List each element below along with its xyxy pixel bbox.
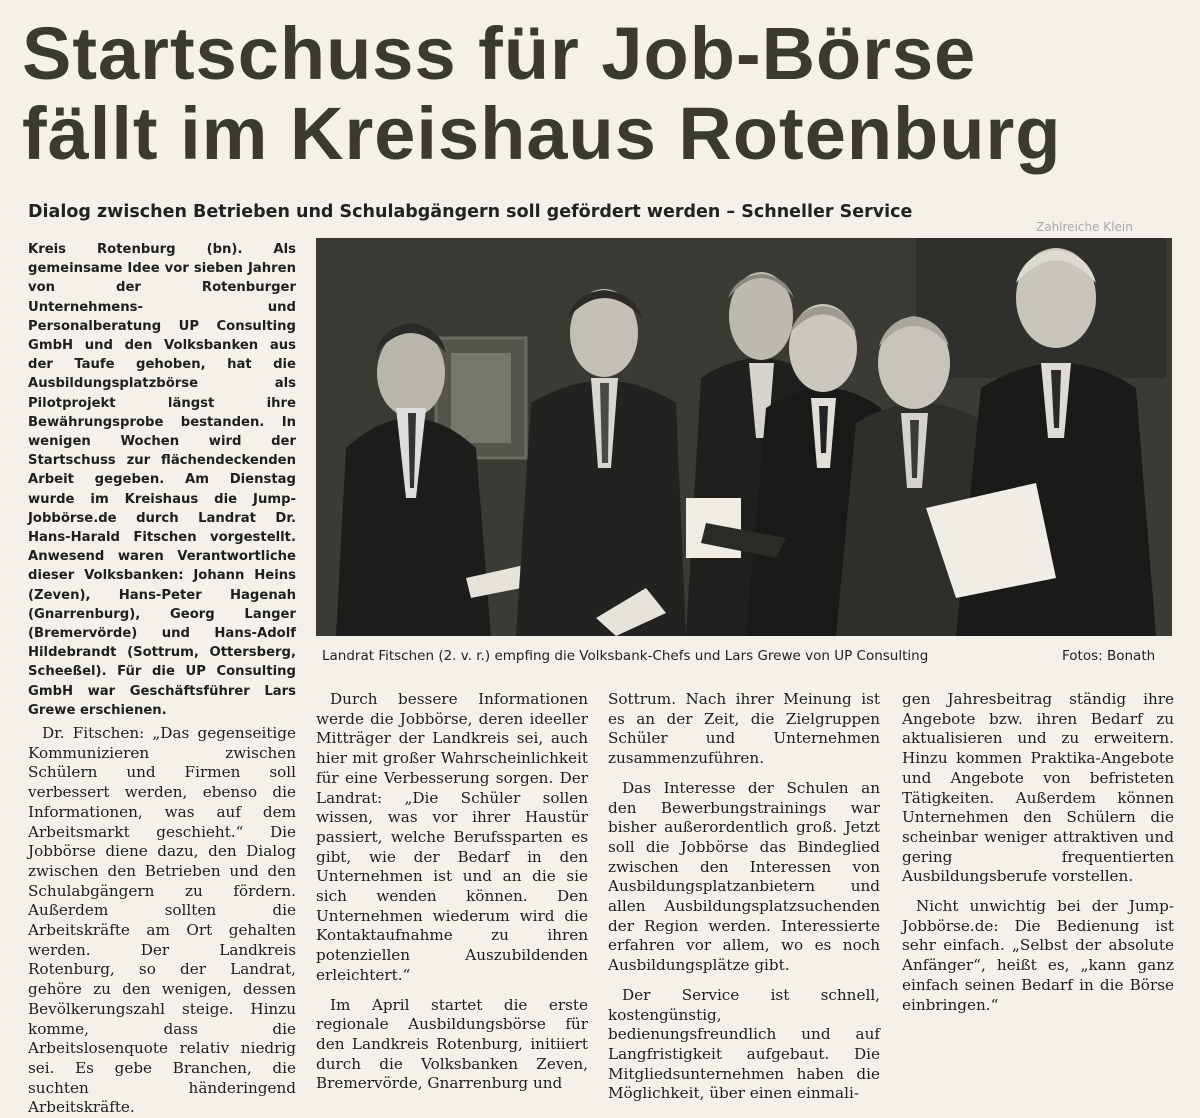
- paragraph: gen Jahresbeitrag ständig ihre Angebote bzw. ihren Bedarf zu aktualisieren und zu erweitern. Hinzu kommen Praktika-Angebote und Angebote von befristeten Tätigkeiten. Außerdem können Unternehmen den Schülern die scheinbar weniger attraktiven und gering frequentierten Ausbildungsberufe vorstellen.: [902, 690, 1174, 886]
- paragraph: Nicht unwichtig bei der Jump-Jobbörse.de: Die Bedienung ist sehr einfach. „Selbst der absolute Anfänger“, heißt es, „kann ganz einfach seinen Bedarf in die Börse einbringen.“: [902, 897, 1174, 1014]
- headline-line-2: fällt im Kreishaus Rotenburg: [22, 92, 1062, 175]
- body-column-1: [28, 724, 296, 1118]
- photo-credit: Fotos: Bonath: [1062, 648, 1156, 664]
- paragraph: Das Interesse der Schulen an den Bewerbungstrainings war bisher außerordentlich groß. Jetzt soll die Jobbörse das Bindeglied zwischen den Interessen von Ausbildungsplatzanbietern und allen Ausbildungsplatzsuchenden der Region werden. Interessierte erfahren vor allem, wo es noch Ausbildungsplätze gibt.: [608, 778, 880, 975]
- headline-line-1: Startschuss für Job-Börse: [22, 12, 977, 95]
- lead-paragraph: Kreis Rotenburg (bn). Als gemeinsame Idee vor sieben Jahren von der Rotenburger Unternehmens- und Personalberatung UP Consulting GmbH und den Volksbanken aus der Taufe gehoben, hat die Ausbildungsplatzbörse als Pilotprojekt längst ihre Bewährungsprobe bestanden. In wenigen Wochen wird der Startschuss zur flächendeckenden Arbeit gegeben. Am Dienstag wurde im Kreishaus die Jump-Jobbörse.de durch Landrat Dr. Hans-Harald Fitschen vorgestellt. Anwesend waren Verantwortliche dieser Volksbanken: Johann Heins (Zeven), Hans-Peter Hagenah (Gnarrenburg), Georg Langer (Bremervörde) und Hans-Adolf Hildebrandt (Sottrum, Ottersberg, Scheeßel). Für die UP Consulting GmbH war Geschäftsführer Lars Grewe erschienen.: [28, 242, 296, 718]
- paragraph: Durch bessere Informationen werde die Jobbörse, deren ideeller Mitträger der Landkreis sei, auch hier mit großer Wahrscheinlichkeit für eine Verbesserung sorgen. Der Landrat: „Die Schüler sollen wissen, was vor ihrer Haustür passiert, welche Berufssparten es gibt, wie der Bedarf in den Unternehmen ist und an die sie sich wenden können. Den Unternehmen wiederum wird die Kontaktaufnahme zu ihren potenziellen Auszubildenden erleichtert.“: [316, 690, 588, 984]
- paragraph: Sottrum. Nach ihrer Meinung ist es an der Zeit, die Zielgruppen Schüler und Unternehmen zusammenzuführen.: [608, 690, 880, 768]
- group-photo: [316, 238, 1172, 636]
- paragraph: Dr. Fitschen: „Das gegenseitige Kommunizieren zwischen Schülern und Firmen soll verbessert werden, ebenso die Informationen, was auf dem Arbeitsmarkt geschieht.“ Die Jobbörse diene dazu, den Dialog zwischen den Betrieben und den Schulabgängern zu fördern. Außerdem sollten die Arbeitskräfte am Ort gehalten werden. Der Landkreis Rotenburg, so der Landrat, gehöre zu den wenigen, dessen Bevölkerungszahl steige. Hinzu komme, dass die Arbeitslosenquote relativ niedrig sei. Es gebe Branchen, die suchten händeringend Arbeitskräfte.: [28, 724, 296, 1117]
- headline: [22, 14, 1182, 174]
- photo-caption: Landrat Fitschen (2. v. r.) empfing die Volksbank-Chefs und Lars Grewe von UP Consulting: [322, 648, 929, 664]
- paragraph: Der Service ist schnell, kostengünstig, bedienungsfreundlich und auf Langfristigkeit aufgebaut. Die Mitgliedsunternehmen haben die Möglichkeit, über einen einmali-: [608, 985, 880, 1103]
- subheadline: Dialog zwischen Betrieben und Schulabgängern soll gefördert werden – Schneller Service: [28, 202, 913, 222]
- body-column-2: [316, 690, 588, 1094]
- neighbor-article-fragment: Zahlreiche Klein: [1036, 220, 1133, 234]
- paragraph: Im April startet die erste regionale Ausbildungsbörse für den Landkreis Rotenburg, initiiert durch die Volksbanken Zeven, Bremervörde, Gnarrenburg und: [316, 995, 588, 1093]
- photo-illustration: [316, 238, 1172, 636]
- body-column-4: [902, 690, 1174, 1015]
- body-column-3: [608, 690, 880, 1104]
